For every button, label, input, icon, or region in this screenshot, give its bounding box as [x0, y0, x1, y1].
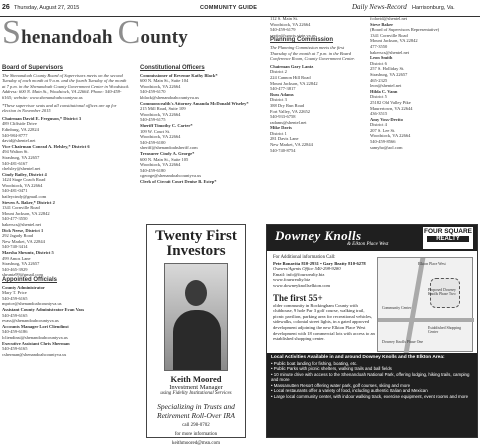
member-line: Mount Jackson, VA 22842	[2, 210, 50, 216]
commissioner-line: 540-933-6758	[270, 114, 296, 120]
commissioner-line: 477-3550	[370, 43, 388, 49]
activity-item: • Massanutten Resort offering water park, golf courses, skiing and more	[271, 382, 411, 388]
commissioner-name: Hilda C. Vann	[370, 88, 398, 94]
official-line: 540-459-6165	[2, 346, 28, 352]
commissioner-line: 281 Davis Lane	[270, 136, 299, 142]
officer-line: 600 N. Main St., Suite 105	[140, 156, 189, 162]
column-planning	[270, 16, 360, 153]
officer-line: 540-459-6170	[140, 89, 166, 95]
commissioner-line: Fort Valley, VA 22652	[270, 108, 310, 114]
section-name: COMMUNITY GUIDE	[200, 5, 258, 11]
clerk-line: 112 S. Main St.	[270, 16, 298, 21]
commissioner-line: Maurertown, VA 22644	[370, 105, 413, 111]
commissioner-line: District 1	[270, 130, 287, 136]
officer-line: Woodstock, VA 22664	[140, 83, 181, 89]
member-line: shruntz99@gmail.com	[2, 272, 44, 278]
community-description: older community in Rockingham County with clubhouse, 9 hole Par 3 golf course, walking trail, picnic pavilion, parking area for recreational vehicles, sidewalks, colonial street lights, in a gated approved development adjoining the new Elkton Place West development with 18 commercial lots with access to an established shopping center.	[273, 302, 375, 342]
commissioner-name: Leon Smith	[370, 55, 393, 61]
officer-line: Woodstock, VA 22664	[140, 134, 181, 140]
map-label: Proposed Downey Knolls Phase Two	[428, 288, 456, 296]
official-line: lcliendinst@shenandoahcountyva.us	[2, 334, 68, 340]
officer-line: Woodstock, VA 22664	[140, 162, 181, 168]
brand-name: Downey Knolls	[275, 228, 362, 243]
activity-item: • Large local community center, with indoor walking track, exercise equipment, event rooms and more	[271, 393, 469, 399]
officer-line: Woodstock, VA 22664	[140, 111, 181, 117]
issue-date: Thursday, August 27, 2015	[14, 5, 80, 11]
activities-heading: Local Activities Available in and around Downey Knolls and the Elkton Area:	[271, 355, 445, 360]
officer-line: 540-459-6180	[140, 167, 166, 173]
commissioner-line: bakerscs@shentel.net	[370, 49, 410, 55]
commissioner-line: fcdavid@shentel.net	[370, 16, 408, 21]
commissioner-line: 436-3515	[370, 111, 388, 117]
commissioner-line: radams@shentel.net	[270, 119, 307, 125]
member-line: chelsley@shentel.net	[2, 166, 41, 172]
member-name: Dick Neese, District 1	[2, 227, 44, 233]
clerk-line: Woodstock, VA 22664	[270, 21, 311, 27]
commissioner-line: District 2	[270, 69, 287, 75]
member-line: 540-477-3550	[2, 216, 28, 222]
official-title: County Administrator	[2, 284, 45, 290]
member-line: Strasburg, VA 22657	[2, 154, 40, 160]
member-line: 1424 Stage Coach Road	[2, 177, 46, 183]
paper-location: Harrisonburg, Va.	[412, 5, 455, 11]
commissioner-line: 465-2325	[370, 77, 388, 83]
member-name: Vice Chairman Conrad A. Helsley,* District 6	[2, 143, 90, 149]
website-line: www.downeyknollselkton.com	[273, 282, 331, 288]
officer-name: Commissioner of Revenue Kathy Black*	[140, 72, 218, 78]
four-square-logo	[423, 227, 473, 249]
commissioner-line: New Market, VA 22844	[270, 142, 313, 148]
four-square-name: FOUR SQUARE	[423, 228, 473, 235]
ad-phone: call 298-0702	[182, 423, 210, 428]
column-planning-cont	[370, 16, 478, 150]
ad-body	[273, 255, 375, 342]
column-constitutional	[140, 66, 258, 184]
commissioner-name: Amy Voss-Devito	[370, 116, 403, 122]
owner-line: Owners/Agents Office 540-298-9280	[273, 266, 341, 272]
commissioner-line: District 5	[370, 94, 387, 100]
info-line: For Additional information Call:	[273, 255, 336, 260]
member-line: david@shentel.net	[2, 138, 36, 144]
heading-appointed: Appointed Officials	[2, 276, 58, 283]
member-line: 494 Walton St.	[2, 149, 29, 155]
commissioner-line: Mount Jackson, VA 22842	[270, 80, 318, 86]
activity-item: • Public boat landing for fishing, boating, etc.	[271, 360, 358, 366]
officer-line: sheriff@shenandoahsheriff.com	[140, 145, 198, 151]
advisor-affiliation: using Fidelity Institutional Services	[160, 391, 232, 396]
member-line: 1341 Cornville Road	[2, 205, 40, 211]
local-activities	[267, 353, 477, 437]
commissioner-name: Russ Adams	[270, 91, 294, 97]
commissioner-line: Strasburg, VA 22657	[370, 71, 408, 77]
commissioner-line: 540-740-8754	[270, 147, 296, 153]
ad-downey-knolls	[266, 224, 478, 438]
member-name: Marsha Shruntz, District 5	[2, 250, 54, 255]
board-intro: The Shenandoah County Board of Supervisors meets on the second Tuesday of each month at 9 a.m. and the fourth Tuesday of the month at 7 p.m. in the Shenandoah County Government Center in Woodstock. Address: 600 N. Main St., Woodstock, VA 22664. Phone: 540-459-6165; website: www.shenandoahcountyva.us	[2, 72, 130, 100]
official-line: 540-459-6165	[2, 295, 28, 301]
ad-email: keithmoored@msn.com	[171, 441, 221, 446]
map-label: Established Shopping Center	[428, 326, 462, 334]
agents-line: Pete Bonavita 810-2931 • Gary Beatty 810-6278	[273, 260, 366, 266]
member-line: Woodstock, VA 22664	[2, 182, 43, 188]
commissioner-line: Woodstock, VA 22664	[370, 133, 411, 139]
ad-headline: Twenty First Investors	[155, 228, 237, 259]
member-line: Edinburg, VA 22824	[2, 126, 39, 132]
commissioner-line: samyho@aol.com	[370, 144, 403, 150]
officer-line: 215 Mill Road, Suite 109	[140, 106, 186, 112]
commissioner-line: 1341 Cornville Road	[370, 32, 408, 38]
member-line: 540-984-8777	[2, 132, 28, 138]
commissioner-line: 224 Cannon Hill Road	[270, 74, 311, 80]
commissioner-line: leon@shentel.net	[370, 83, 402, 89]
member-line: 540-481-0471	[2, 188, 28, 194]
commissioner-line: 207 S. Lee St.	[370, 127, 396, 133]
officer-line: 540-459-6100	[140, 139, 166, 145]
commissioner-line: (Board of Supervisors Representative)	[370, 27, 440, 33]
member-line: 292 Jagady Road	[2, 233, 33, 239]
officer-name: Sheriff Timothy C. Carter*	[140, 122, 193, 128]
page-title	[2, 14, 188, 51]
ad-more-info: for more information	[174, 432, 218, 437]
officer-line: 540-459-6175	[140, 117, 166, 123]
commissioner-line: 257 S. Holliday St.	[370, 66, 405, 72]
commissioner-line: District 4	[370, 122, 387, 128]
member-line: 540-465-3929	[2, 266, 28, 272]
advisor-title: Investment Manager	[169, 384, 223, 391]
title-initial-c: C	[117, 14, 141, 51]
brand-subtitle: & Elkton Place West	[347, 242, 389, 247]
official-line: evass@shenandoahcountyva.us	[2, 318, 59, 324]
commissioner-line: 388 Dry Run Road	[270, 102, 305, 108]
official-line: 540-459-6186	[2, 329, 28, 335]
official-title: Assistant County Administrator Evan Vass	[2, 306, 85, 312]
map-label: Community Center	[382, 306, 412, 310]
activity-item: • Public Parks with picnic shelters, walking trails and ball fields	[271, 366, 392, 371]
map-label: Elkton Place West	[418, 262, 446, 266]
commissioner-name: Steve Baker	[370, 21, 394, 27]
ad-twenty-first-investors	[146, 224, 246, 446]
member-line: New Market, VA 22844	[2, 238, 45, 244]
officer-name: Commonwealth's Attorney Amanda McDonald Wiseley*	[140, 100, 249, 106]
column-board	[2, 66, 130, 357]
member-name: Steven A. Baker,* District 2	[2, 199, 55, 205]
member-line: 499 Amos Lane	[2, 255, 31, 261]
map-road	[378, 318, 474, 322]
official-line: mprice@shenandoahcountyva.us	[2, 301, 62, 307]
title-word-2: ounty	[140, 27, 188, 48]
clerk-line: sevtin@courts.state.va.us	[270, 32, 316, 38]
official-line: 540-459-6165	[2, 312, 28, 318]
commissioner-line: District 6	[370, 60, 387, 66]
official-line: csherman@shenandoahcountyva.us	[2, 351, 67, 357]
heading-constitutional: Constitutional Officers	[140, 65, 205, 71]
member-name: Chairman David E. Ferguson,* District 3	[2, 115, 82, 121]
ad-banner	[267, 225, 477, 251]
advisor-name: Keith Moored	[170, 374, 222, 384]
page-number: 26	[2, 4, 10, 11]
commissioner-line: Mount Jackson, VA 22842	[370, 38, 418, 44]
member-line: 489 Cliffside Drive	[2, 121, 37, 127]
officer-line: kblack@shenandoahcountyva.us	[140, 94, 200, 100]
website-line: www.foursrealty.biz	[273, 277, 311, 283]
commissioner-line: 540-477-3817	[270, 86, 296, 92]
officer-line: 109 W. Court St.	[140, 128, 171, 134]
page-header	[0, 0, 480, 17]
commissioner-line: District 3	[270, 97, 287, 103]
official-title: Executive Assistant Chris Sherman	[2, 340, 70, 346]
realty-label: REALTY	[427, 236, 469, 242]
activity-item: • Local restaurants offer a variety of food, including authentic Italian and Mexican	[271, 388, 428, 393]
member-line: 540-740-3414	[2, 244, 28, 250]
officer-line: cgeorge@shenandoahcountyva.us	[140, 173, 202, 179]
officer-name: Clerk of Circuit Court Denise B. Estep*	[140, 178, 217, 184]
planning-intro: The Planning Commission meets the first Thursday of the month at 7 p.m. in the Board Conference Room, County Government Center.	[270, 44, 355, 62]
officer-name: Treasurer Cindy A. George*	[140, 150, 195, 156]
first-55-heading: The first 55+	[273, 292, 323, 303]
advisor-photo	[164, 263, 228, 371]
member-line: bakerscs@shentel.net	[2, 222, 42, 228]
member-line: baileycindy@gmail.com	[2, 194, 47, 200]
heading-board: Board of Supervisors	[2, 65, 64, 71]
member-line: Strasburg, VA 22657	[2, 261, 40, 267]
member-name: Cindy Bailey, District 4	[2, 171, 47, 177]
email-line: Email: info@foursrealty.biz	[273, 271, 325, 277]
title-initial-s: S	[2, 14, 22, 51]
site-map	[377, 257, 473, 352]
officer-line: 600 N. Main St., Suite 104	[140, 78, 189, 84]
official-title: Accounts Manager Lori Cliendinst	[2, 323, 69, 329]
election-note: *These supervisor seats and all constitutional offices are up for election in November 2015	[2, 102, 117, 114]
official-line: Mary T. Price	[2, 290, 27, 296]
member-line: 540-481-6167	[2, 160, 28, 166]
title-word-1: henandoah	[21, 27, 118, 48]
map-label: Downey Knolls Phase One	[382, 340, 424, 344]
activity-item: • 10 minute drive with access to the Shenandoah National Park, offering lodging, hiking trails, camping and more	[271, 371, 470, 382]
ad-specialty: Specializing in Trusts and Retirement Roll-Over IRA	[156, 402, 236, 420]
commissioner-line: 540-459-8566	[370, 139, 396, 145]
clerk-line: 540-459-6179	[270, 27, 296, 33]
commissioner-name: Chairman Gary Lantz	[270, 63, 314, 69]
heading-planning: Planning Commission	[270, 37, 334, 44]
commissioner-name: Mike Davis	[270, 125, 292, 131]
commissioner-line: 25182 Old Valley Pike	[370, 99, 411, 105]
paper-name: Daily News-Record	[352, 3, 407, 11]
